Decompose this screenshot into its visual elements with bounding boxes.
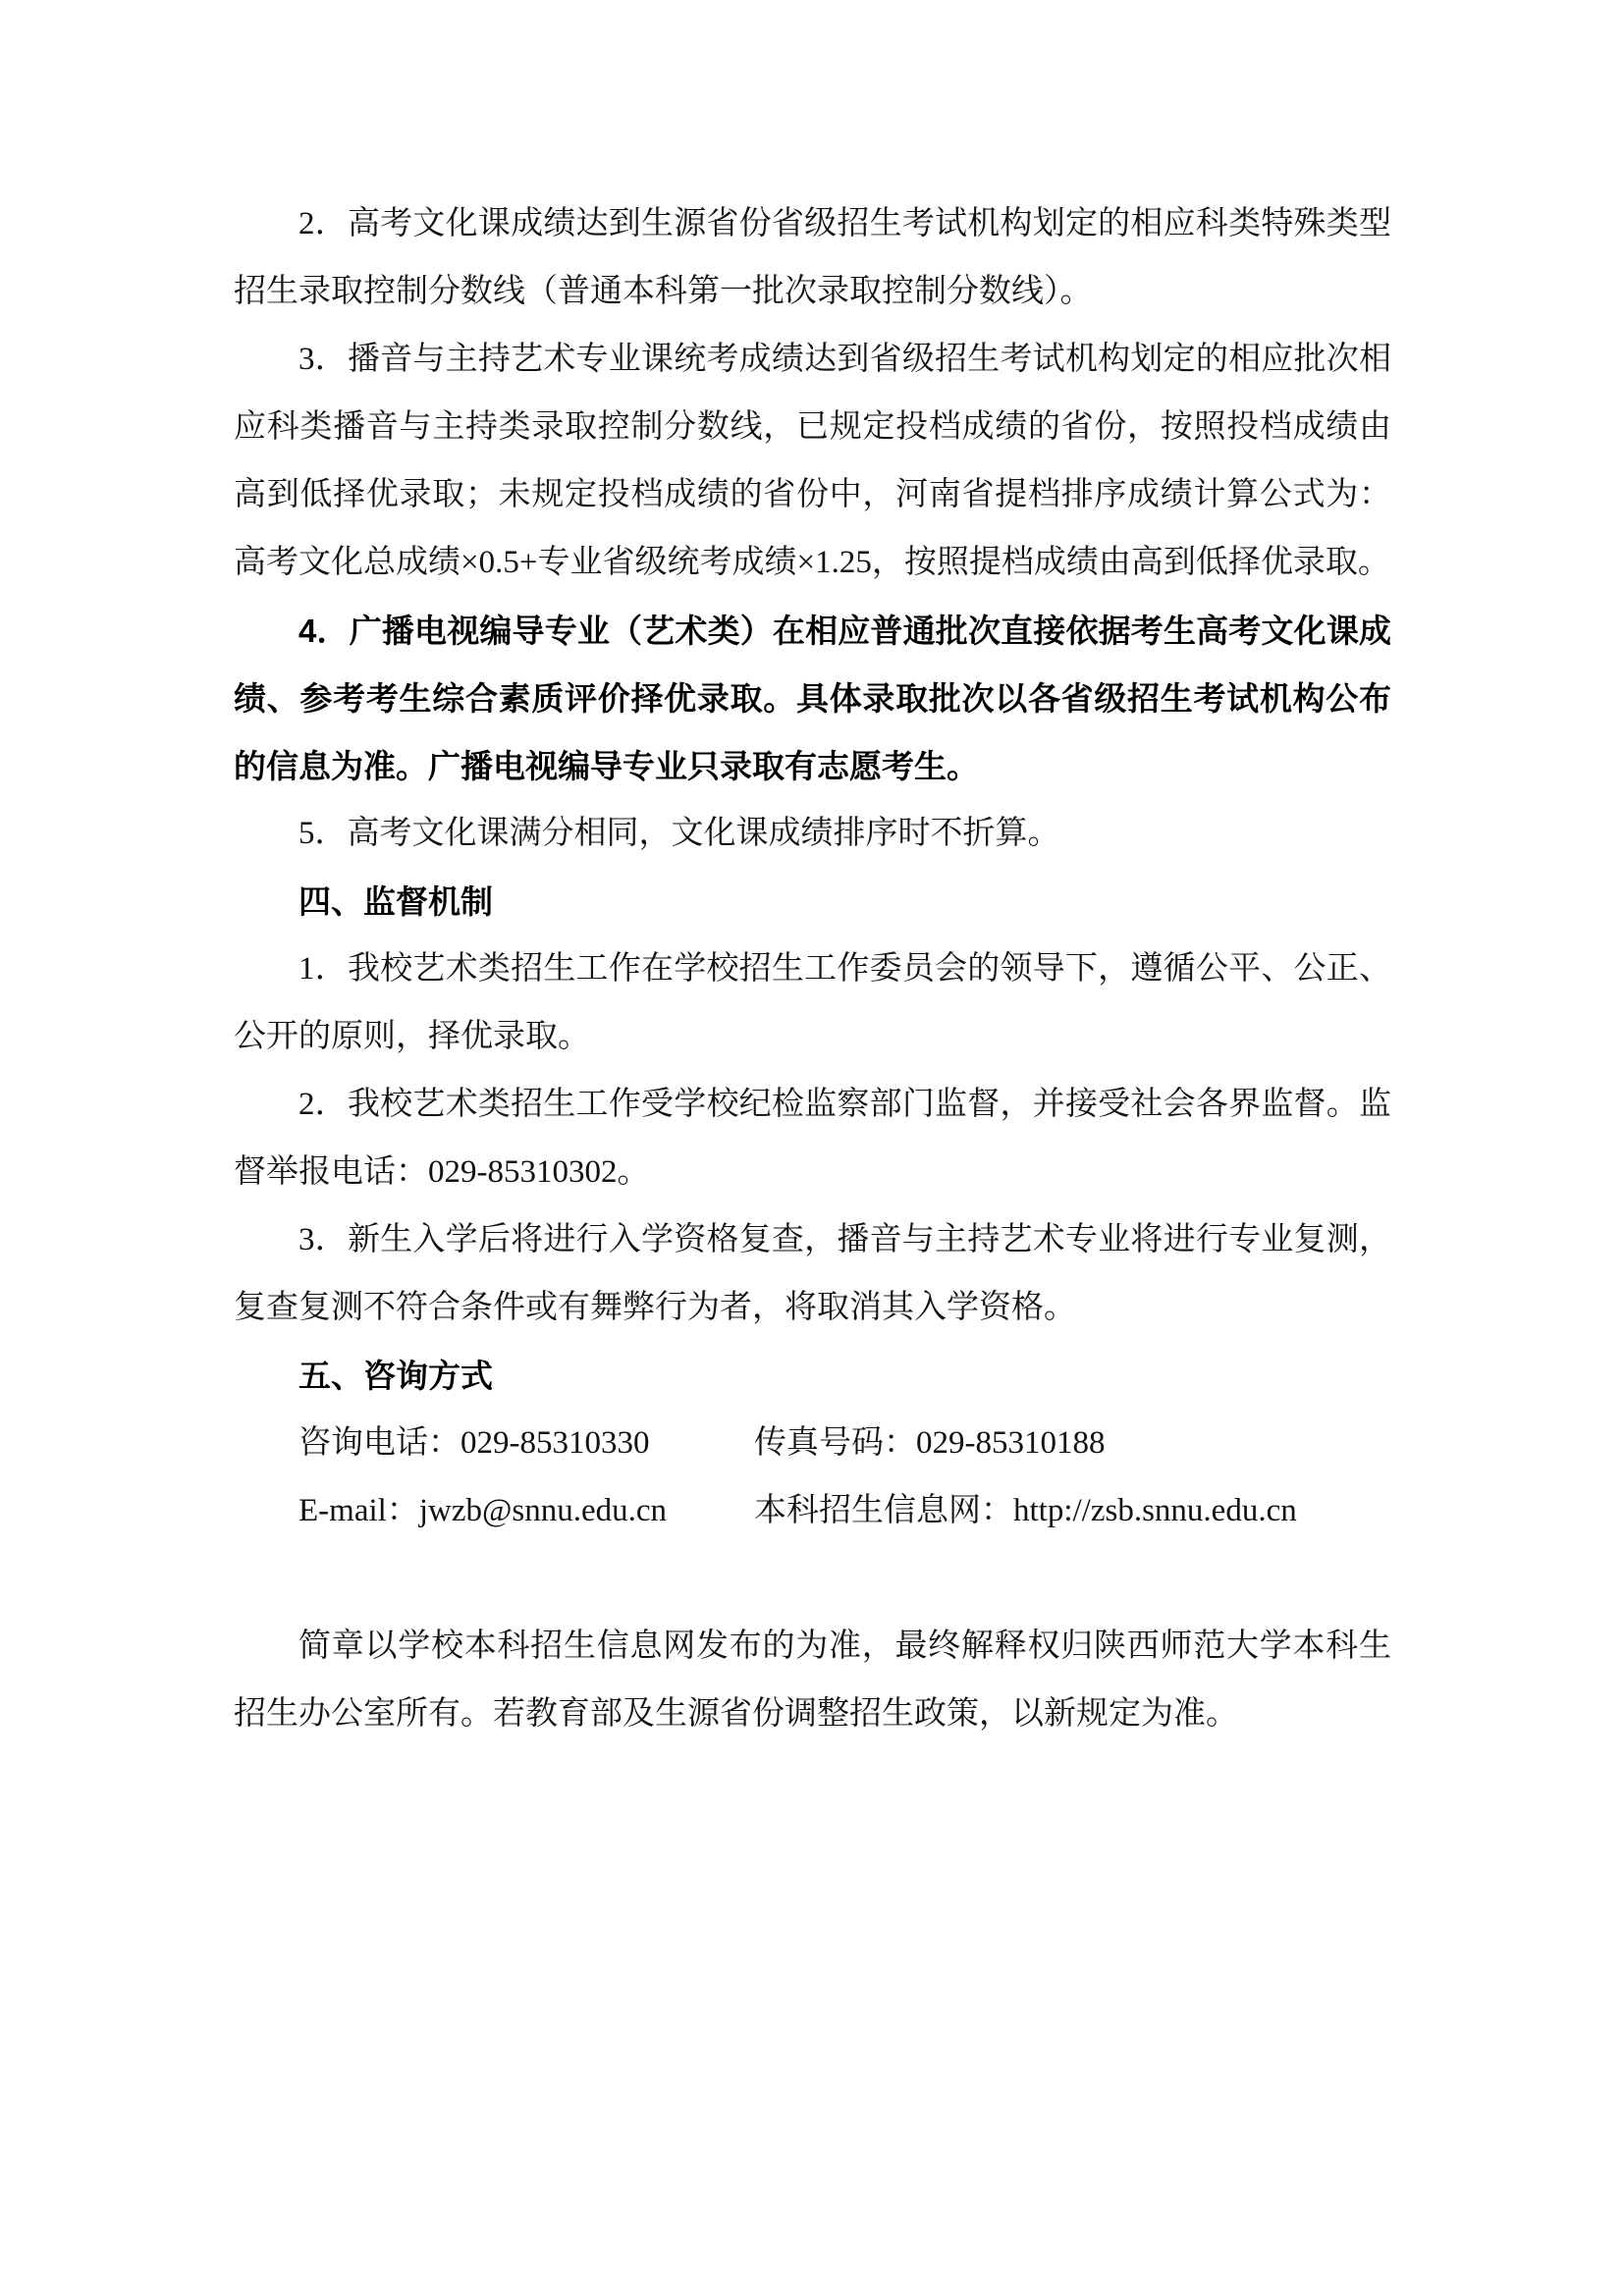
blank-line <box>234 1545 1391 1613</box>
fax-label: 传真号码： <box>754 1425 916 1461</box>
admission-rule-item-2: 2．高考文化课成绩达到生源省份省级招生考试机构划定的相应科类特殊类型招生录取控制分数线（普通本科第一批次录取控制分数线）。 <box>234 206 1391 309</box>
website-cell <box>754 1493 1297 1528</box>
email-address: jwzb@snnu.edu.cn <box>418 1493 667 1528</box>
supervision-item-3: 3．新生入学后将进行入学资格复查，播音与主持艺术专业将进行专业复测，复查复测不符合条件或有舞弊行为者，将取消其入学资格。 <box>234 1222 1391 1325</box>
email-label: E-mail： <box>298 1493 419 1528</box>
supervision-item-2: 2．我校艺术类招生工作受学校纪检监察部门监督，并接受社会各界监督。监督举报电话：029-85310302。 <box>234 1087 1391 1190</box>
website-url: http://zsb.snnu.edu.cn <box>1013 1493 1297 1528</box>
supervision-section-heading: 四、监督机制 <box>298 883 493 920</box>
supervision-item-1: 1．我校艺术类招生工作在学校招生工作委员会的领导下，遵循公平、公正、公开的原则，择优录取。 <box>234 951 1391 1054</box>
admission-rule-item-5: 5．高考文化课满分相同，文化课成绩排序时不折算。 <box>298 816 1060 851</box>
fax-cell <box>754 1425 1106 1461</box>
admission-rule-item-4-bold: 4．广播电视编导专业（艺术类）在相应普通批次直接依据考生高考文化课成绩、参考考生综合素质评价择优录取。具体录取批次以各省级招生考试机构公布的信息为准。广播电视编导专业只录取有志愿考生。 <box>234 613 1391 784</box>
contact-row-phone-fax <box>234 1410 1391 1477</box>
email-cell <box>298 1477 754 1545</box>
website-label: 本科招生信息网： <box>754 1493 1013 1528</box>
consultation-section-heading: 五、咨询方式 <box>298 1358 493 1394</box>
phone-label: 咨询电话： <box>298 1425 460 1461</box>
admission-rule-item-3: 3．播音与主持艺术专业课统考成绩达到省级招生考试机构划定的相应批次相应科类播音与主持类录取控制分数线，已规定投档成绩的省份，按照投档成绩由高到低择优录取；未规定投档成绩的省份中，河南省提档排序成绩计算公式为：高考文化总成绩×0.5+专业省级统考成绩×1.25，按照提档成绩由高到低择优录取。 <box>234 342 1391 580</box>
phone-cell <box>298 1410 754 1477</box>
fax-number: 029-85310188 <box>916 1425 1106 1461</box>
contact-row-email-website <box>234 1477 1391 1545</box>
phone-number: 029-85310330 <box>460 1425 650 1461</box>
closing-note: 简章以学校本科招生信息网发布的为准，最终解释权归陕西师范大学本科生招生办公室所有。若教育部及生源省份调整招生政策，以新规定为准。 <box>234 1629 1391 1732</box>
